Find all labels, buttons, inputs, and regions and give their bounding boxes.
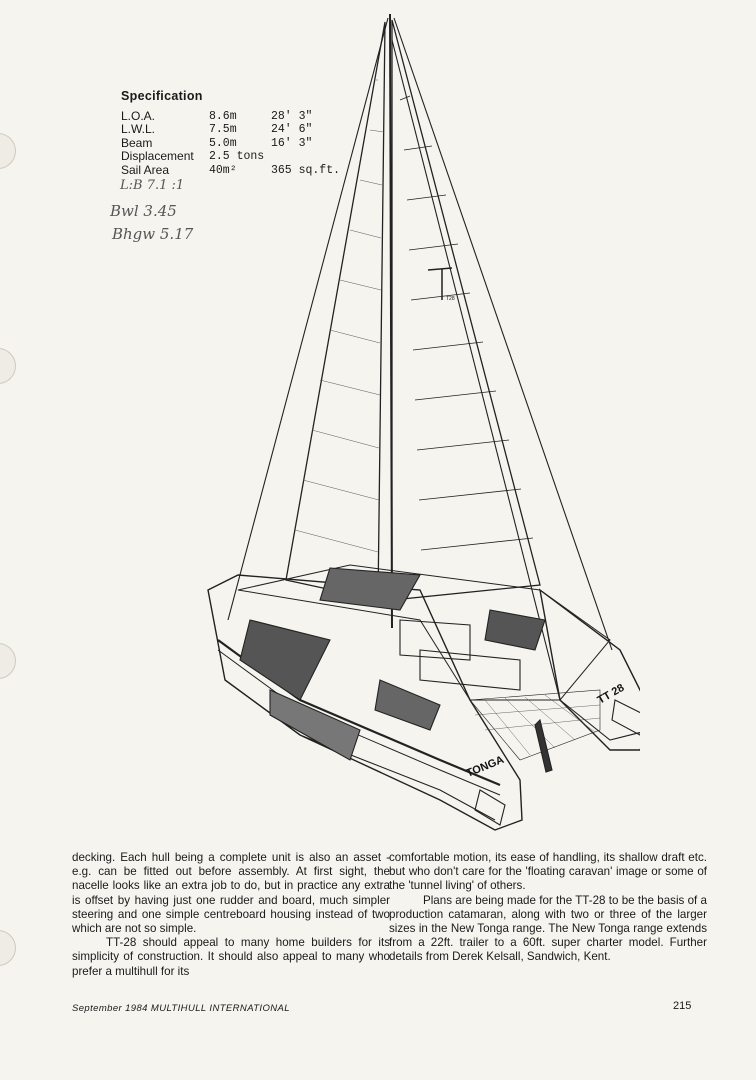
spec-label: Displacement [121,149,194,163]
article-paragraph: Plans are being made for the TT-28 to be the basis of a production catamaran, along with two or three of the larger sizes in the New Tonga range. The New Tonga range extends from a 22ft. trailer to a 60ft. super charter model. Further details from Derek Kelsall, Sandwich, Kent. [389,893,707,964]
punch-hole [0,133,16,169]
spec-label: Sail Area [121,162,170,177]
article-column-left [72,851,390,979]
page-number: 215 [673,1000,692,1012]
sail-mark-label: T28 [446,296,455,302]
spec-imperial: 24' 6" [271,123,313,136]
handwritten-note: Bhgw 5.17 [112,225,194,243]
spec-imperial: 365 sq.ft. [271,163,341,177]
footer-publication: September 1984 MULTIHULL INTERNATIONAL [72,1003,290,1014]
spec-imperial: 28' 3" [271,109,313,123]
spec-metric: 7.5m [209,123,237,136]
spec-metric: 2.5 tons [209,150,265,163]
spec-metric: 5.0m [209,136,237,150]
article-column-right [389,851,707,965]
sail-number-label: TT 28 [595,681,627,707]
spec-label: L.O.A. [121,108,156,123]
punch-hole [0,643,16,679]
article-paragraph: comfortable motion, its ease of handling, its shallow draft etc. but who don't care for the 'floating caravan' image or some of the 'tunnel living' of others. [389,851,707,893]
punch-hole [0,348,16,384]
spec-label: L.W.L. [121,122,156,136]
spec-imperial: 16' 3" [271,136,313,150]
handwritten-note: Bwl 3.45 [110,202,177,220]
spec-metric: 40m² [209,163,237,177]
spec-label: Beam [121,135,153,150]
article-paragraph: decking. Each hull being a complete unit is also an asset - e.g. can be fitted out before assembly. At first sight, the nacelle looks like an extra job to do, but in practice any extra is offset by having just one rudder and board, much simpler steering and one simple centreboard housing instead of two which are not so simple. [72,851,390,936]
handwritten-note: L:B 7.1 :1 [120,178,185,193]
hull-name-label: TONGA [464,753,506,780]
spec-title: Specification [121,89,203,103]
article-paragraph: TT-28 should appeal to many home builders for its simplicity of construction. It should also appeal to many who prefer a multihull for its [72,936,390,978]
punch-hole [0,930,16,966]
spec-metric: 8.6m [209,109,237,123]
catamaran-drawing [180,10,640,840]
